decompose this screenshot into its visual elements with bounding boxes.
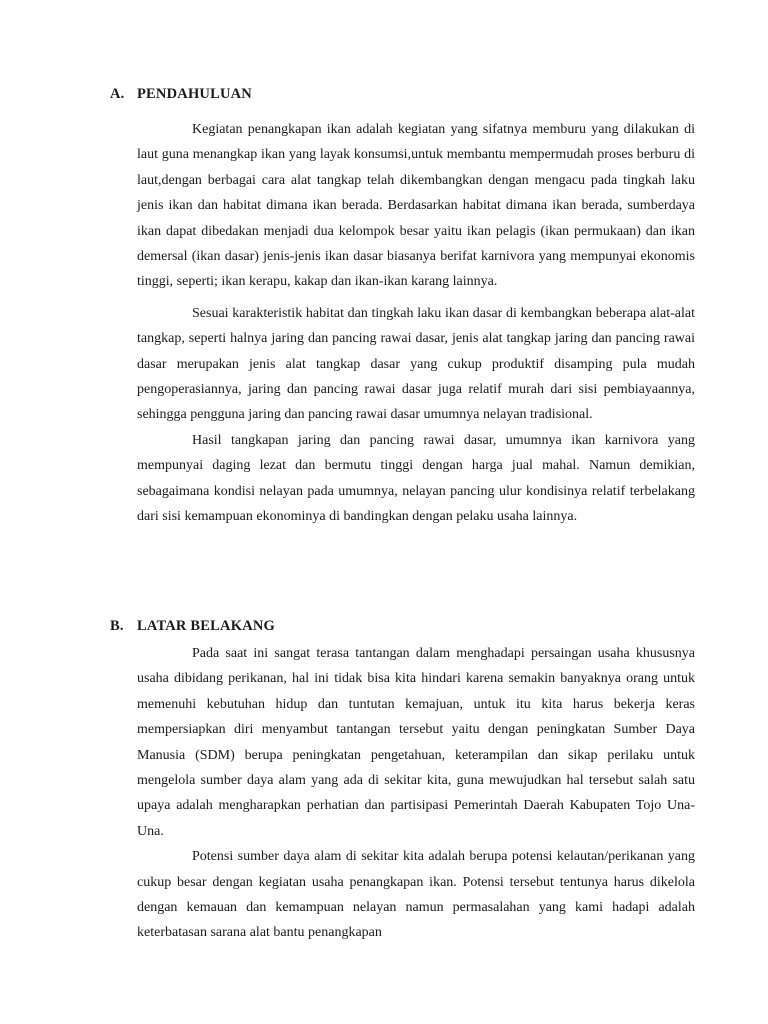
section-b-heading xyxy=(110,618,275,635)
section-a-heading xyxy=(110,86,252,103)
paragraph: Potensi sumber daya alam di sekitar kita adalah berupa potensi kelautan/perikanan yang cukup besar dengan kegiatan usaha penangkapan ikan. Potensi tersebut tentunya harus dikelola dengan kemauan dan kemampuan nelayan namun permasalahan yang kami hadapi adalah keterbatasan sarana alat bantu penangkapan xyxy=(137,849,695,941)
paragraph: Kegiatan penangkapan ikan adalah kegiatan yang sifatnya memburu yang dilakukan di laut guna menangkap ikan yang layak konsumsi,untuk membantu mempermudah proses berburu di laut,dengan berbagai cara alat tangkap telah dikembangkan dengan mengacu pada tingkah laku jenis ikan dan habitat dimana ikan berada. Berdasarkan habitat dimana ikan berada, sumberdaya ikan dapat dibedakan menjadi dua kelompok besar yaitu ikan pelagis (ikan permukaan) dan ikan demersal (ikan dasar) jenis-jenis ikan dasar biasanya berifat karnivora yang mempunyai ekonomis tinggi, seperti; ikan kerapu, kakap dan ikan-ikan karang lainnya. xyxy=(137,122,695,290)
paragraph: Hasil tangkapan jaring dan pancing rawai dasar, umumnya ikan karnivora yang mempunyai daging lezat dan bermutu tinggi dengan harga jual mahal. Namun demikian, sebagaimana kondisi nelayan pada umumnya, nelayan pancing ulur kondisinya relatif terbelakang dari sisi kemampuan ekonominya di bandingkan dengan pelaku usaha lainnya. xyxy=(137,432,695,525)
paragraph: Pada saat ini sangat terasa tantangan dalam menghadapi persaingan usaha khususnya usaha dibidang perikanan, hal ini tidak bisa kita hindari karena semakin banyaknya orang untuk memenuhi kebutuhan hidup dan tuntutan kemajuan, untuk itu kita harus bekerja keras mempersiapkan diri menyambut tantangan tersebut yaitu dengan peningkatan Sumber Daya Manusia (SDM) berupa peningkatan pengetahuan, keterampilan dan sikap perilaku untuk mengelola sumber daya alam yang ada di sekitar kita, guna mewujudkan hal tersebut salah satu upaya adalah mengharapkan perhatian dan partisipasi Pemerintah Daerah Kabupaten Tojo Una-Una. xyxy=(137,646,695,839)
section-a-letter: A. xyxy=(110,86,125,102)
section-a-title: PENDAHULUAN xyxy=(137,86,252,102)
paragraph: Sesuai karakteristik habitat dan tingkah laku ikan dasar di kembangkan beberapa alat-alat tangkap, seperti halnya jaring dan pancing rawai dasar, jenis alat tangkap jaring dan pancing rawai dasar merupakan jenis alat tangkap dasar yang cukup produktif disamping pula mudah pengoperasiannya, jaring dan pancing rawai dasar juga relatif murah dari sisi pembiayaannya, sehingga pengguna jaring dan pancing rawai dasar umumnya nelayan tradisional. xyxy=(137,305,695,423)
section-a-body xyxy=(137,117,695,530)
section-b-body xyxy=(137,641,695,946)
section-b-title: LATAR BELAKANG xyxy=(137,618,276,634)
section-b-letter: B. xyxy=(110,618,124,634)
